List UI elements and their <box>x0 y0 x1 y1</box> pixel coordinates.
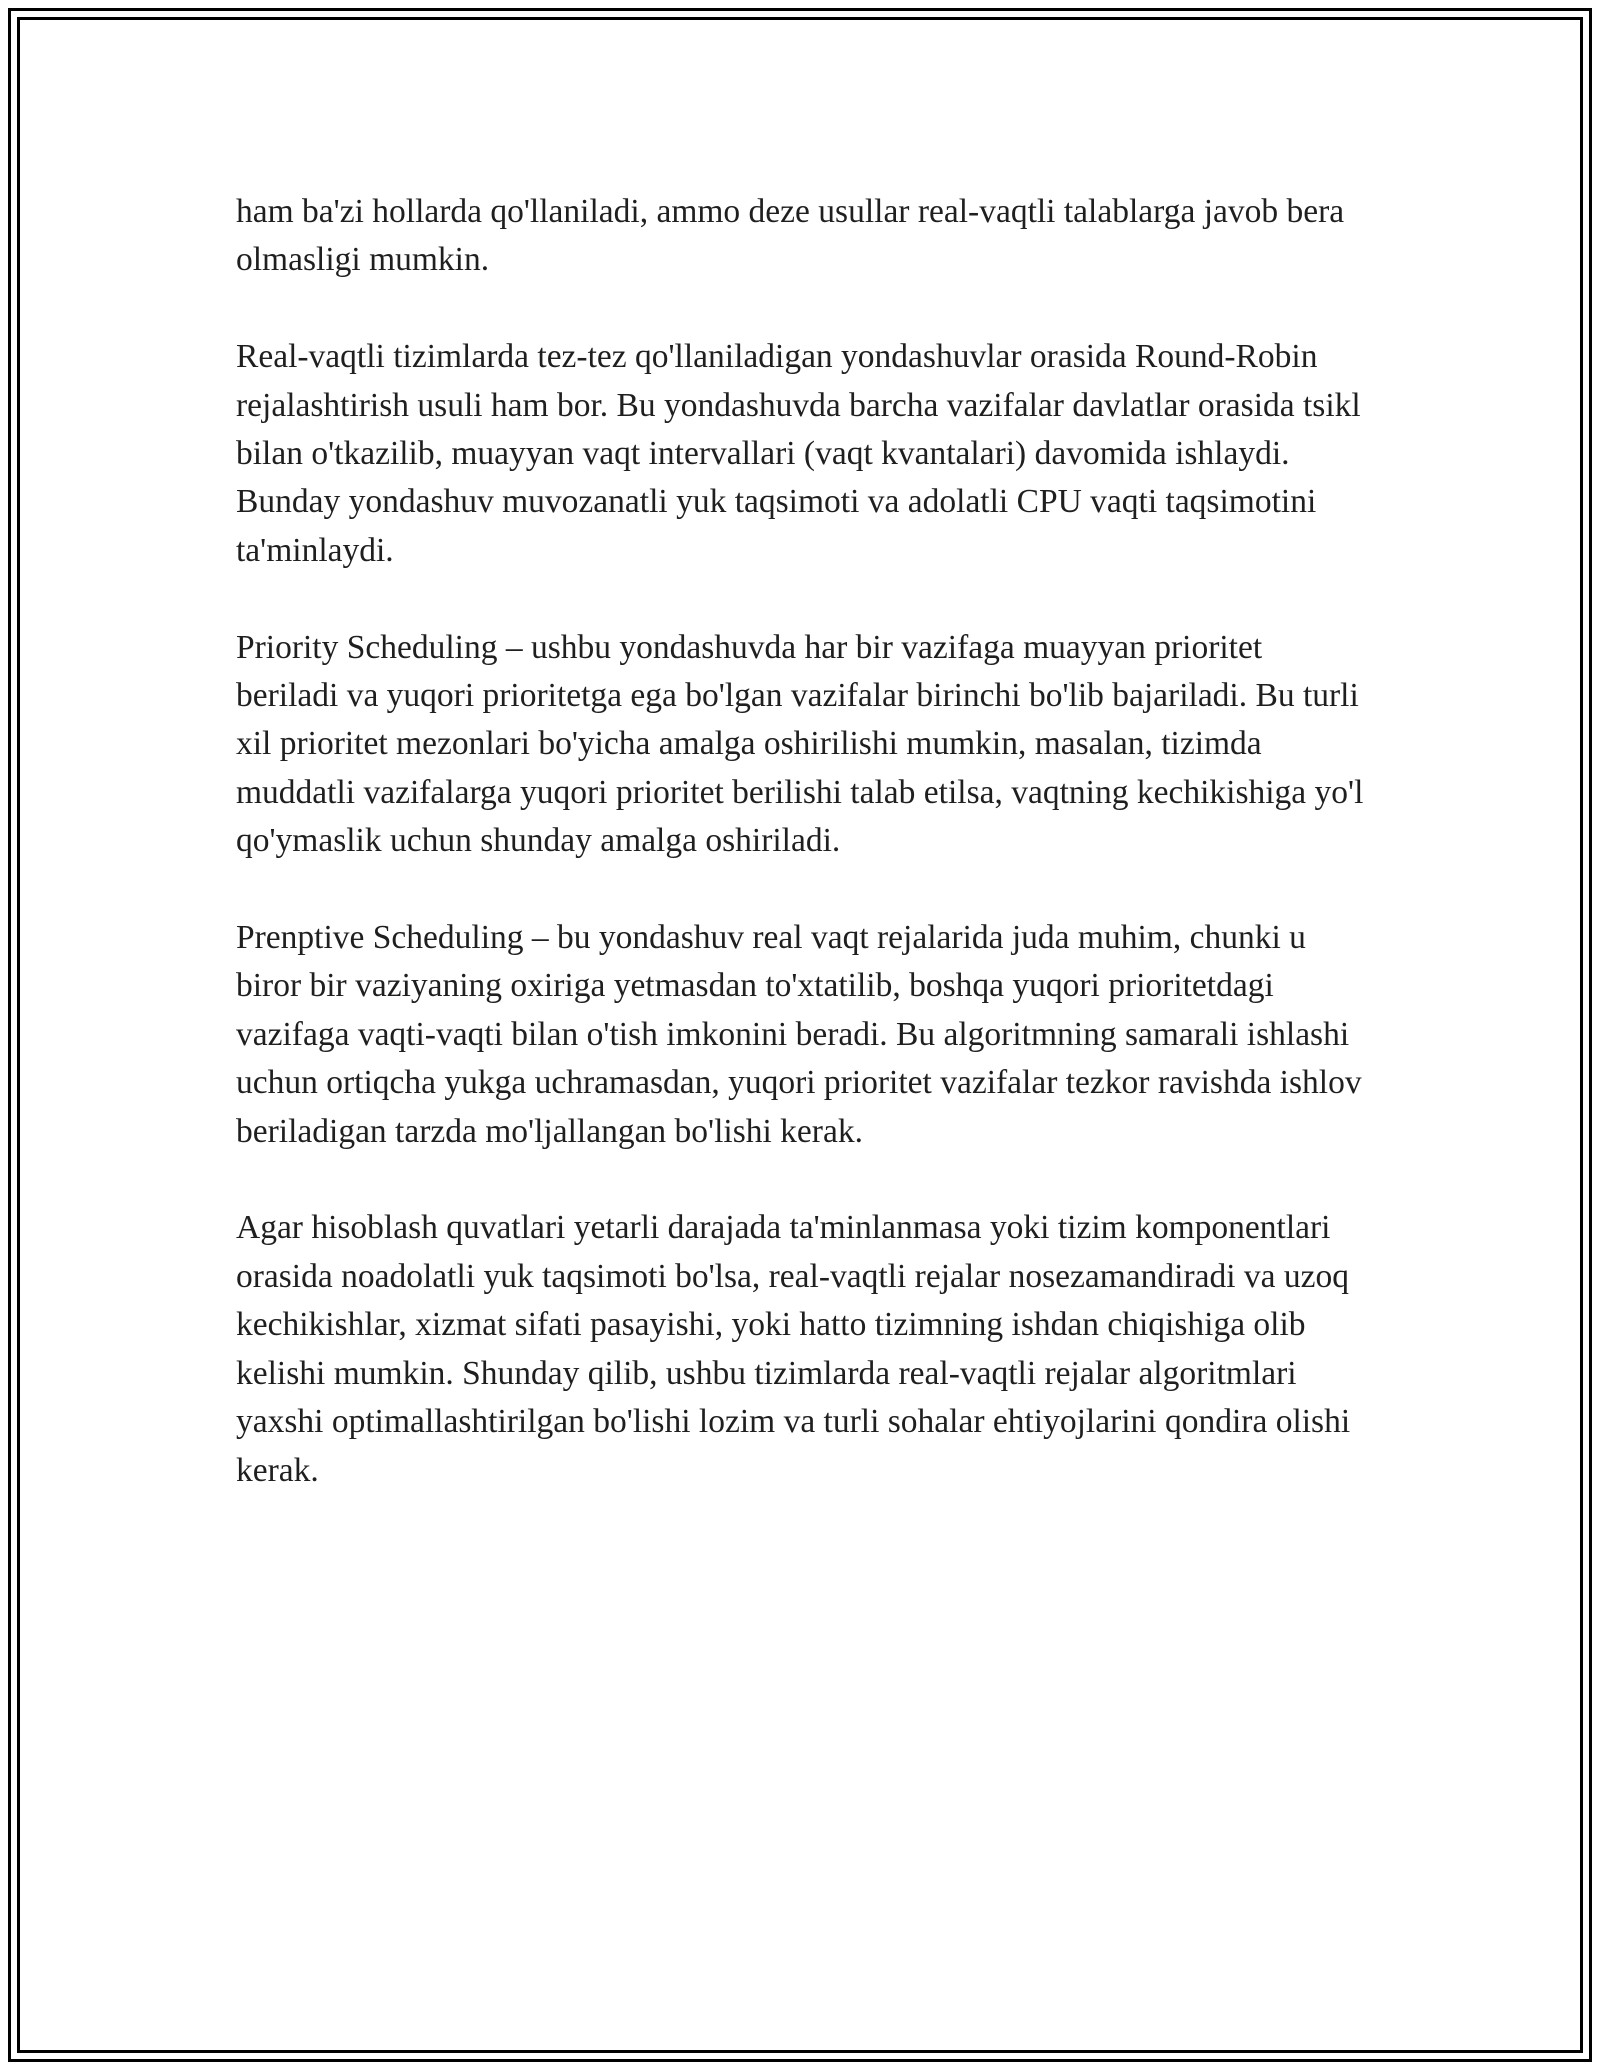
paragraph-intro-continuation: ham ba'zi hollarda qo'llaniladi, ammo deze usullar real-vaqtli talablarga javob bera olmasligi mumkin. <box>236 193 1345 279</box>
paragraph-preemptive-scheduling: Prenptive Scheduling – bu yondashuv real vaqt rejalarida juda muhim, chunki u biror bir vaziyaning oxiriga yetmasdan to'xtatilib, boshqa yuqori prioritetdagi vazifaga vaqti-vaqti bilan o'tish imkonini beradi. Bu algoritmning samarali ishlashi uchun ortiqcha yukga uchramasdan, yuqori prioritet vazifalar tezkor ravishda ishlov beriladigan tarzda mo'ljallangan bo'lishi kerak. <box>236 919 1362 1150</box>
paragraph-conclusion: Agar hisoblash quvatlari yetarli darajada ta'minlanmasa yoki tizim komponentlari orasida noadolatli yuk taqsimoti bo'lsa, real-vaqtli rejalar nosezamandiradi va uzoq kechikishlar, xizmat sifati pasayishi, yoki hatto tizimning ishdan chiqishiga olib kelishi mumkin. Shunday qilib, ushbu tizimlarda real-vaqtli rejalar algoritmlari yaxshi optimallashtirilgan bo'lishi lozim va turli sohalar ehtiyojlarini qondira olishi kerak. <box>236 1209 1351 1489</box>
paragraph-priority-scheduling: Priority Scheduling – ushbu yondashuvda har bir vazifaga muayyan prioritet beriladi va yuqori prioritetga ega bo'lgan vazifalar birinchi bo'lib bajariladi. Bu turli xil prioritet mezonlari bo'yicha amalga oshirilishi mumkin, masalan, tizimda muddatli vazifalarga yuqori prioritet berilishi talab etilsa, vaqtning kechikishiga yo'l qo'ymaslik uchun shunday amalga oshiriladi. <box>236 628 1364 860</box>
paragraph-round-robin: Real-vaqtli tizimlarda tez-tez qo'llaniladigan yondashuvlar orasida Round-Robin rejalashtirish usuli ham bor. Bu yondashuvda barcha vazifalar davlatlar orasida tsikl bilan o'tkazilib, muayyan vaqt intervallari (vaqt kvantalari) davomida ishlaydi. Bunday yondashuv muvozanatli yuk taqsimoti va adolatli CPU vaqti taqsimotini ta'minlaydi. <box>236 338 1361 569</box>
document-body <box>236 188 1366 1543</box>
